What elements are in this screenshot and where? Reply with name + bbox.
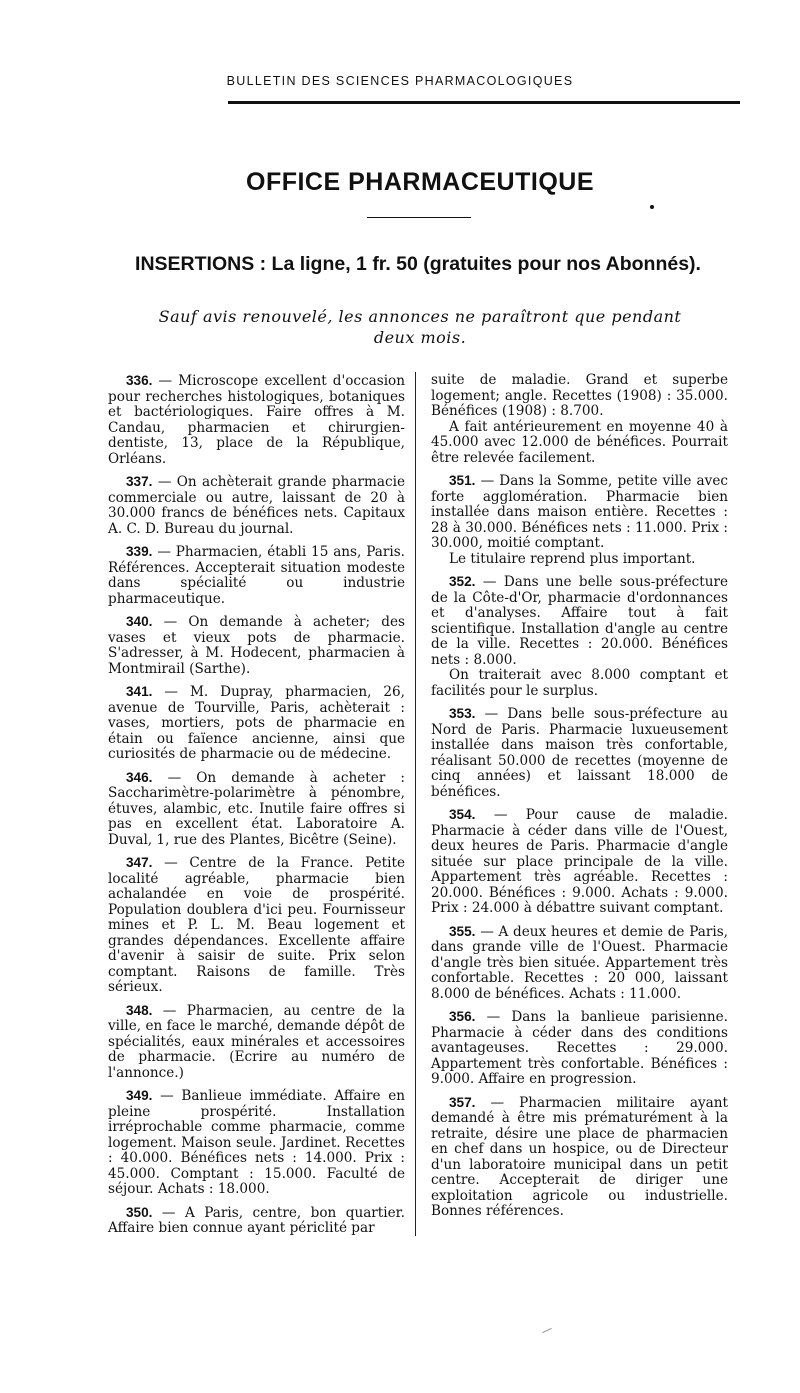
- ad-number: 352.: [449, 574, 476, 589]
- ad-349: [108, 1088, 405, 1198]
- ad-text: — M. Dupray, pharmacien, 26, avenue de Tourville, Paris, achèterait : vases, mortiers, pots de pharmacie en étain ou faïence ancienne, ainsi que curiosités de pharmacie ou de médecine.: [108, 684, 405, 762]
- running-head: BULLETIN DES SCIENCES PHARMACOLOGIQUES: [226, 74, 574, 88]
- ad-number: 336.: [126, 373, 153, 388]
- ad-number: 356.: [449, 1009, 476, 1024]
- ad-text: — Pharmacien, établi 15 ans, Paris. Références. Accepterait situation modeste dans spécialité ou industrie pharmaceutique.: [108, 544, 405, 607]
- ad-336: [108, 373, 405, 467]
- title-rule: [367, 217, 471, 218]
- ad-number: 351.: [449, 473, 476, 488]
- ad-number: 337.: [126, 474, 153, 489]
- ad-354: [431, 807, 728, 917]
- ad-number: 349.: [126, 1088, 153, 1103]
- ad-text: — A Paris, centre, bon quartier. Affaire bien connue ayant périclité par: [108, 1204, 405, 1236]
- ad-paragraph: On traiterait avec 8.000 comptant et facilités pour le surplus.: [431, 667, 728, 699]
- ad-text: — Pour cause de maladie. Pharmacie à céder dans ville de l'Ouest, deux heures de Paris. Pharmacie d'angle située sur place principale de la ville. Appartement très agréable. Recettes : 20.000. Bénéfices : 9.000. Achats : 9.000. Prix : 24.000 à débattre suivant comptant.: [431, 807, 728, 916]
- ad-text: — Dans la Somme, petite ville avec forte agglomération. Pharmacie bien installée dans maison entière. Recettes : 28 à 30.000. Bénéfices nets : 11.000. Prix : 30.000, moitié comptant.: [431, 473, 728, 551]
- ad-340: [108, 614, 405, 677]
- ad-text: — Dans une belle sous-préfecture de la Côte-d'Or, pharmacie d'ordonnances et d'analyses. Affaire tout à fait scientifique. Installation d'angle au centre de la ville. Recettes : 20.000. Bénéfices nets : 8.000.: [431, 574, 728, 668]
- ad-350: [108, 1205, 405, 1237]
- ad-text: — Pharmacien, au centre de la ville, en face le marché, demande dépôt de spécialités, eaux minérales et accessoires de pharmacie. (Ecrire au numéro de l'annonce.): [108, 1002, 405, 1081]
- ad-number: 348.: [126, 1002, 153, 1018]
- ad-number: 353.: [449, 706, 476, 721]
- ad-text: — Banlieue immédiate. Affaire en pleine prospérité. Installation irréprochable comme pharmacie, comme logement. Maison seule. Jardinet. Recettes : 40.000. Bénéfices nets : 14.000. Prix : 45.000. Comptant : 15.000. Faculté de séjour. Achats : 18.000.: [108, 1088, 405, 1197]
- ad-text: — On achèterait grande pharmacie commerciale ou autre, laissant de 20 à 30.000 francs de bénéfices nets. Capitaux A. C. D. Bureau du journal.: [108, 474, 405, 537]
- header-rule: [228, 101, 740, 104]
- ad-number: 350.: [126, 1204, 153, 1220]
- ad-text: — On demande à acheter; des vases et vieux pots de pharmacie. S'adresser, à M. Hodecent, pharmacien à Montmirail (Sarthe).: [108, 614, 405, 677]
- ad-351: [431, 473, 728, 567]
- ad-text: — Dans belle sous-préfecture au Nord de Paris. Pharmacie luxueusement installée dans maison très confortable, réalisant 50.000 de recettes (moyenne de cinq années) et laissant 18.000 de bénéfices.: [431, 706, 728, 800]
- ad-paragraph: Le titulaire reprend plus important.: [449, 550, 696, 567]
- ad-337: [108, 474, 405, 537]
- ad-357: [431, 1095, 728, 1220]
- ink-dot: [650, 205, 654, 209]
- stray-mark: [542, 1328, 551, 1333]
- ad-341: [108, 684, 405, 763]
- ad-353: [431, 706, 728, 800]
- ad-text: — Centre de la France. Petite localité agréable, pharmacie bien achalandée en voie de prospérité. Population doublera d'ici peu. Fournisseur mines et P. L. M. Beau logement et grandes dépendances. Excellente affaire d'avenir à saisir de suite. Prix selon comptant. Raisons de famille. Très sérieux.: [108, 855, 405, 995]
- ad-339: [108, 544, 405, 607]
- ad-text: — Microscope excellent d'occasion pour recherches histologiques, botaniques et bactériologiques. Faire offres à M. Candau, pharmacien et chirurgien-dentiste, 13, place de la République, Orléans.: [108, 373, 405, 467]
- ad-number: 340.: [126, 614, 153, 629]
- ad-paragraph: A fait antérieurement en moyenne 40 à 45.000 avec 12.000 de bénéfices. Pourrait être relevée facilement.: [431, 418, 728, 466]
- ad-356: [431, 1009, 728, 1088]
- ad-text: — On demande à acheter : Saccharimètre-polarimètre à pénombre, étuves, alambic, etc. Inutile faire offres si pas en excellent état. Laboratoire A. Duval, 1, rue des Plantes, Bicêtre (Seine).: [108, 769, 405, 848]
- ad-352: [431, 574, 728, 699]
- ad-number: 341.: [126, 684, 153, 699]
- ad-number: 355.: [449, 923, 476, 939]
- left-column: [108, 373, 405, 1244]
- page-title: OFFICE PHARMACEUTIQUE: [246, 168, 594, 196]
- ad-number: 357.: [449, 1094, 476, 1110]
- column-divider: [415, 372, 416, 1236]
- insertions-rate: INSERTIONS : La ligne, 1 fr. 50 (gratuites pour nos Abonnés).: [135, 253, 701, 275]
- ad-text: — A deux heures et demie de Paris, dans grande ville de l'Ouest. Pharmacie d'angle très bien située. Appartement très confortable. Recettes : 20 000, laissant 8.000 de bénéfices. Achats : 11.000.: [431, 923, 728, 1002]
- ad-text: suite de maladie. Grand et superbe logement; angle. Recettes (1908) : 35.000. Bénéfices (1908) : 8.700.: [431, 372, 728, 419]
- ad-text: — Pharmacien militaire ayant demandé à être mis prématurément à la retraite, désire une place de pharmacien en chef dans un hospice, ou de Directeur d'un laboratoire municipal dans un petit centre. Accepterait de diriger une exploitation agricole ou industrielle. Bonnes références.: [431, 1094, 728, 1219]
- ad-350-continued: [431, 373, 728, 466]
- notice-text: Sauf avis renouvelé, les annonces ne paraîtront que pendant deux mois.: [158, 307, 682, 347]
- right-column: [431, 373, 728, 1227]
- ad-number: 346.: [126, 769, 153, 785]
- ad-348: [108, 1003, 405, 1082]
- ad-347: [108, 855, 405, 996]
- ad-number: 354.: [449, 807, 476, 822]
- ad-number: 347.: [126, 855, 153, 870]
- ad-number: 339.: [126, 544, 153, 559]
- ad-346: [108, 770, 405, 849]
- ad-text: — Dans la banlieue parisienne. Pharmacie à céder dans des conditions avantageuses. Recettes : 29.000. Appartement très confortable. Bénéfices : 9.000. Affaire en progression.: [431, 1009, 728, 1087]
- ad-355: [431, 924, 728, 1003]
